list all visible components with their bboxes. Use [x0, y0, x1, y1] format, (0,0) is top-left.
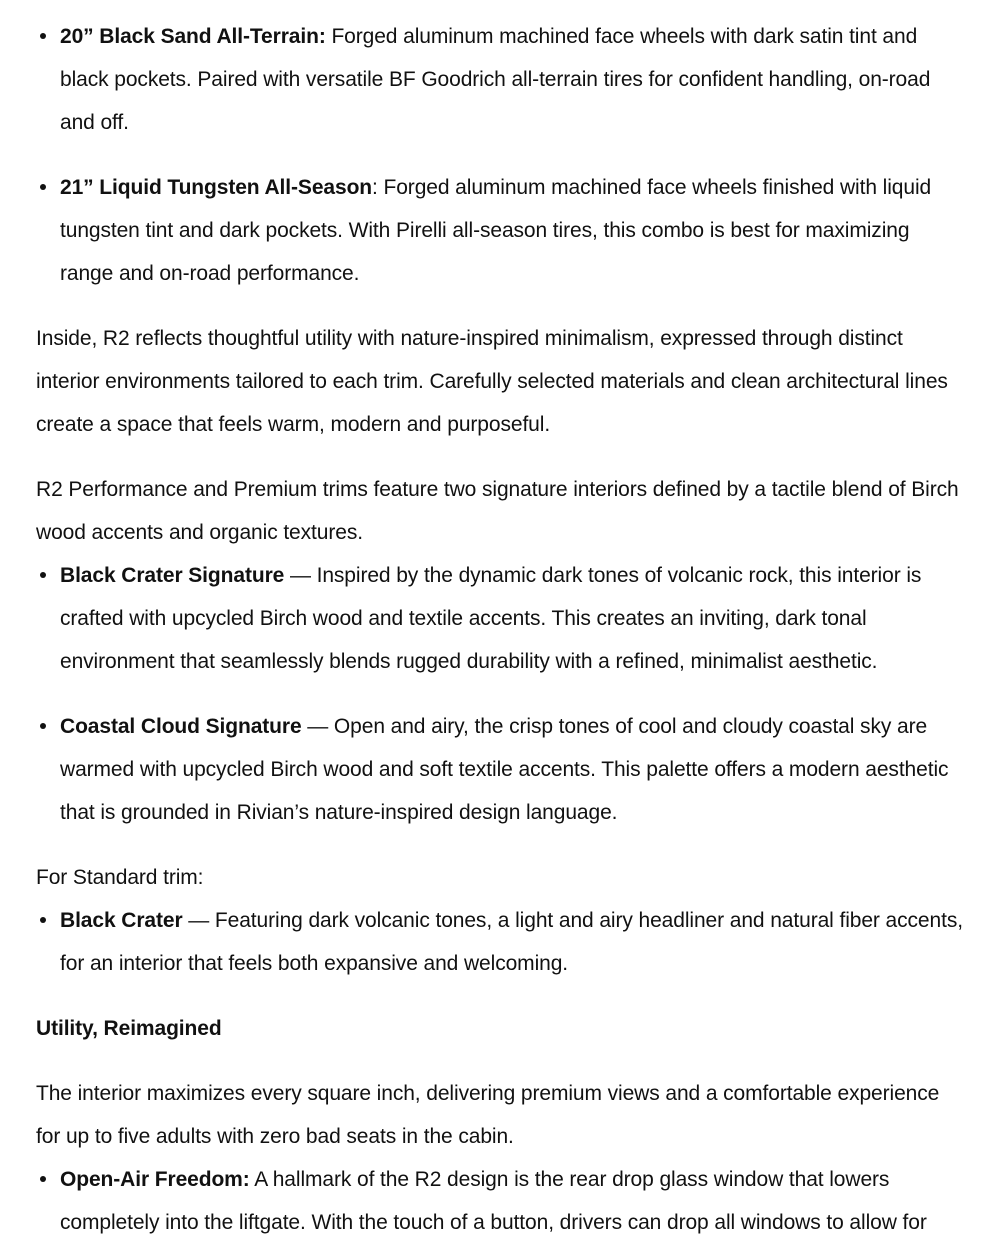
list-item: [60, 166, 966, 295]
section-heading-utility: [36, 1007, 966, 1050]
list-item: [60, 1158, 966, 1244]
list-item-text: A hallmark of the R2 design is the rear drop glass window that lowers completely into the liftgate. With the touch of a button, drivers can drop all windows to allow for: [60, 1168, 927, 1234]
paragraph-utility-intro: The interior maximizes every square inch, delivering premium views and a comfortable experience for up to five adults with zero bad seats in the cabin.: [36, 1082, 940, 1148]
utility-list: [36, 1158, 966, 1244]
list-item-text: Forged aluminum machined face wheels with dark satin tint and black pockets. Paired with versatile BF Goodrich all-terrain tires for confident handling, on-road and off.: [60, 25, 931, 134]
list-item-text: — Featuring dark volcanic tones, a light and airy headliner and natural fiber accents, for an interior that feels both expansive and welcoming.: [60, 909, 963, 975]
paragraph-standard-intro: For Standard trim:: [36, 866, 204, 889]
spacer: [36, 985, 966, 1007]
list-spacer: [60, 683, 966, 705]
spacer: [36, 1050, 966, 1072]
list-item-text: — Inspired by the dynamic dark tones of volcanic rock, this interior is crafted with upcycled Birch wood and textile accents. This creates an inviting, dark tonal environment that seamlessly blends rugged durability with a refined, minimalist aesthetic.: [60, 564, 922, 673]
spacer: [36, 446, 966, 468]
list-item: [60, 899, 966, 985]
section-heading-text: Utility, Reimagined: [36, 1017, 222, 1040]
article-body: [36, 15, 966, 1244]
spacer: [36, 295, 966, 317]
spacer: [36, 834, 966, 856]
list-item: [60, 554, 966, 683]
list-item-text: — Open and airy, the crisp tones of cool and cloudy coastal sky are warmed with upcycled Birch wood and soft textile accents. This palette offers a modern aesthetic that is grounded in Rivian’s nature-inspired design language.: [60, 715, 949, 824]
list-item-title: Coastal Cloud Signature: [60, 715, 302, 738]
paragraph-signature-intro: R2 Performance and Premium trims feature two signature interiors defined by a tactile blend of Birch wood accents and organic textures.: [36, 478, 959, 544]
list-item-title: Open-Air Freedom:: [60, 1168, 250, 1191]
list-item: [60, 15, 966, 144]
list-item-title: 20” Black Sand All-Terrain:: [60, 25, 326, 48]
paragraph-interior-intro: Inside, R2 reflects thoughtful utility with nature-inspired minimalism, expressed through distinct interior environments tailored to each trim. Carefully selected materials and clean architectural lines create a space that feels warm, modern and purposeful.: [36, 327, 948, 436]
list-spacer: [60, 144, 966, 166]
wheel-options-list: [36, 15, 966, 295]
list-item-title: 21” Liquid Tungsten All-Season: [60, 176, 373, 199]
list-item: [60, 705, 966, 834]
list-item-title: Black Crater: [60, 909, 183, 932]
list-item-text: : Forged aluminum machined face wheels finished with liquid tungsten tint and dark pockets. With Pirelli all-season tires, this combo is best for maximizing range and on-road performance.: [60, 176, 932, 285]
signature-interiors-list: [36, 554, 966, 834]
list-item-title: Black Crater Signature: [60, 564, 285, 587]
standard-interiors-list: [36, 899, 966, 985]
